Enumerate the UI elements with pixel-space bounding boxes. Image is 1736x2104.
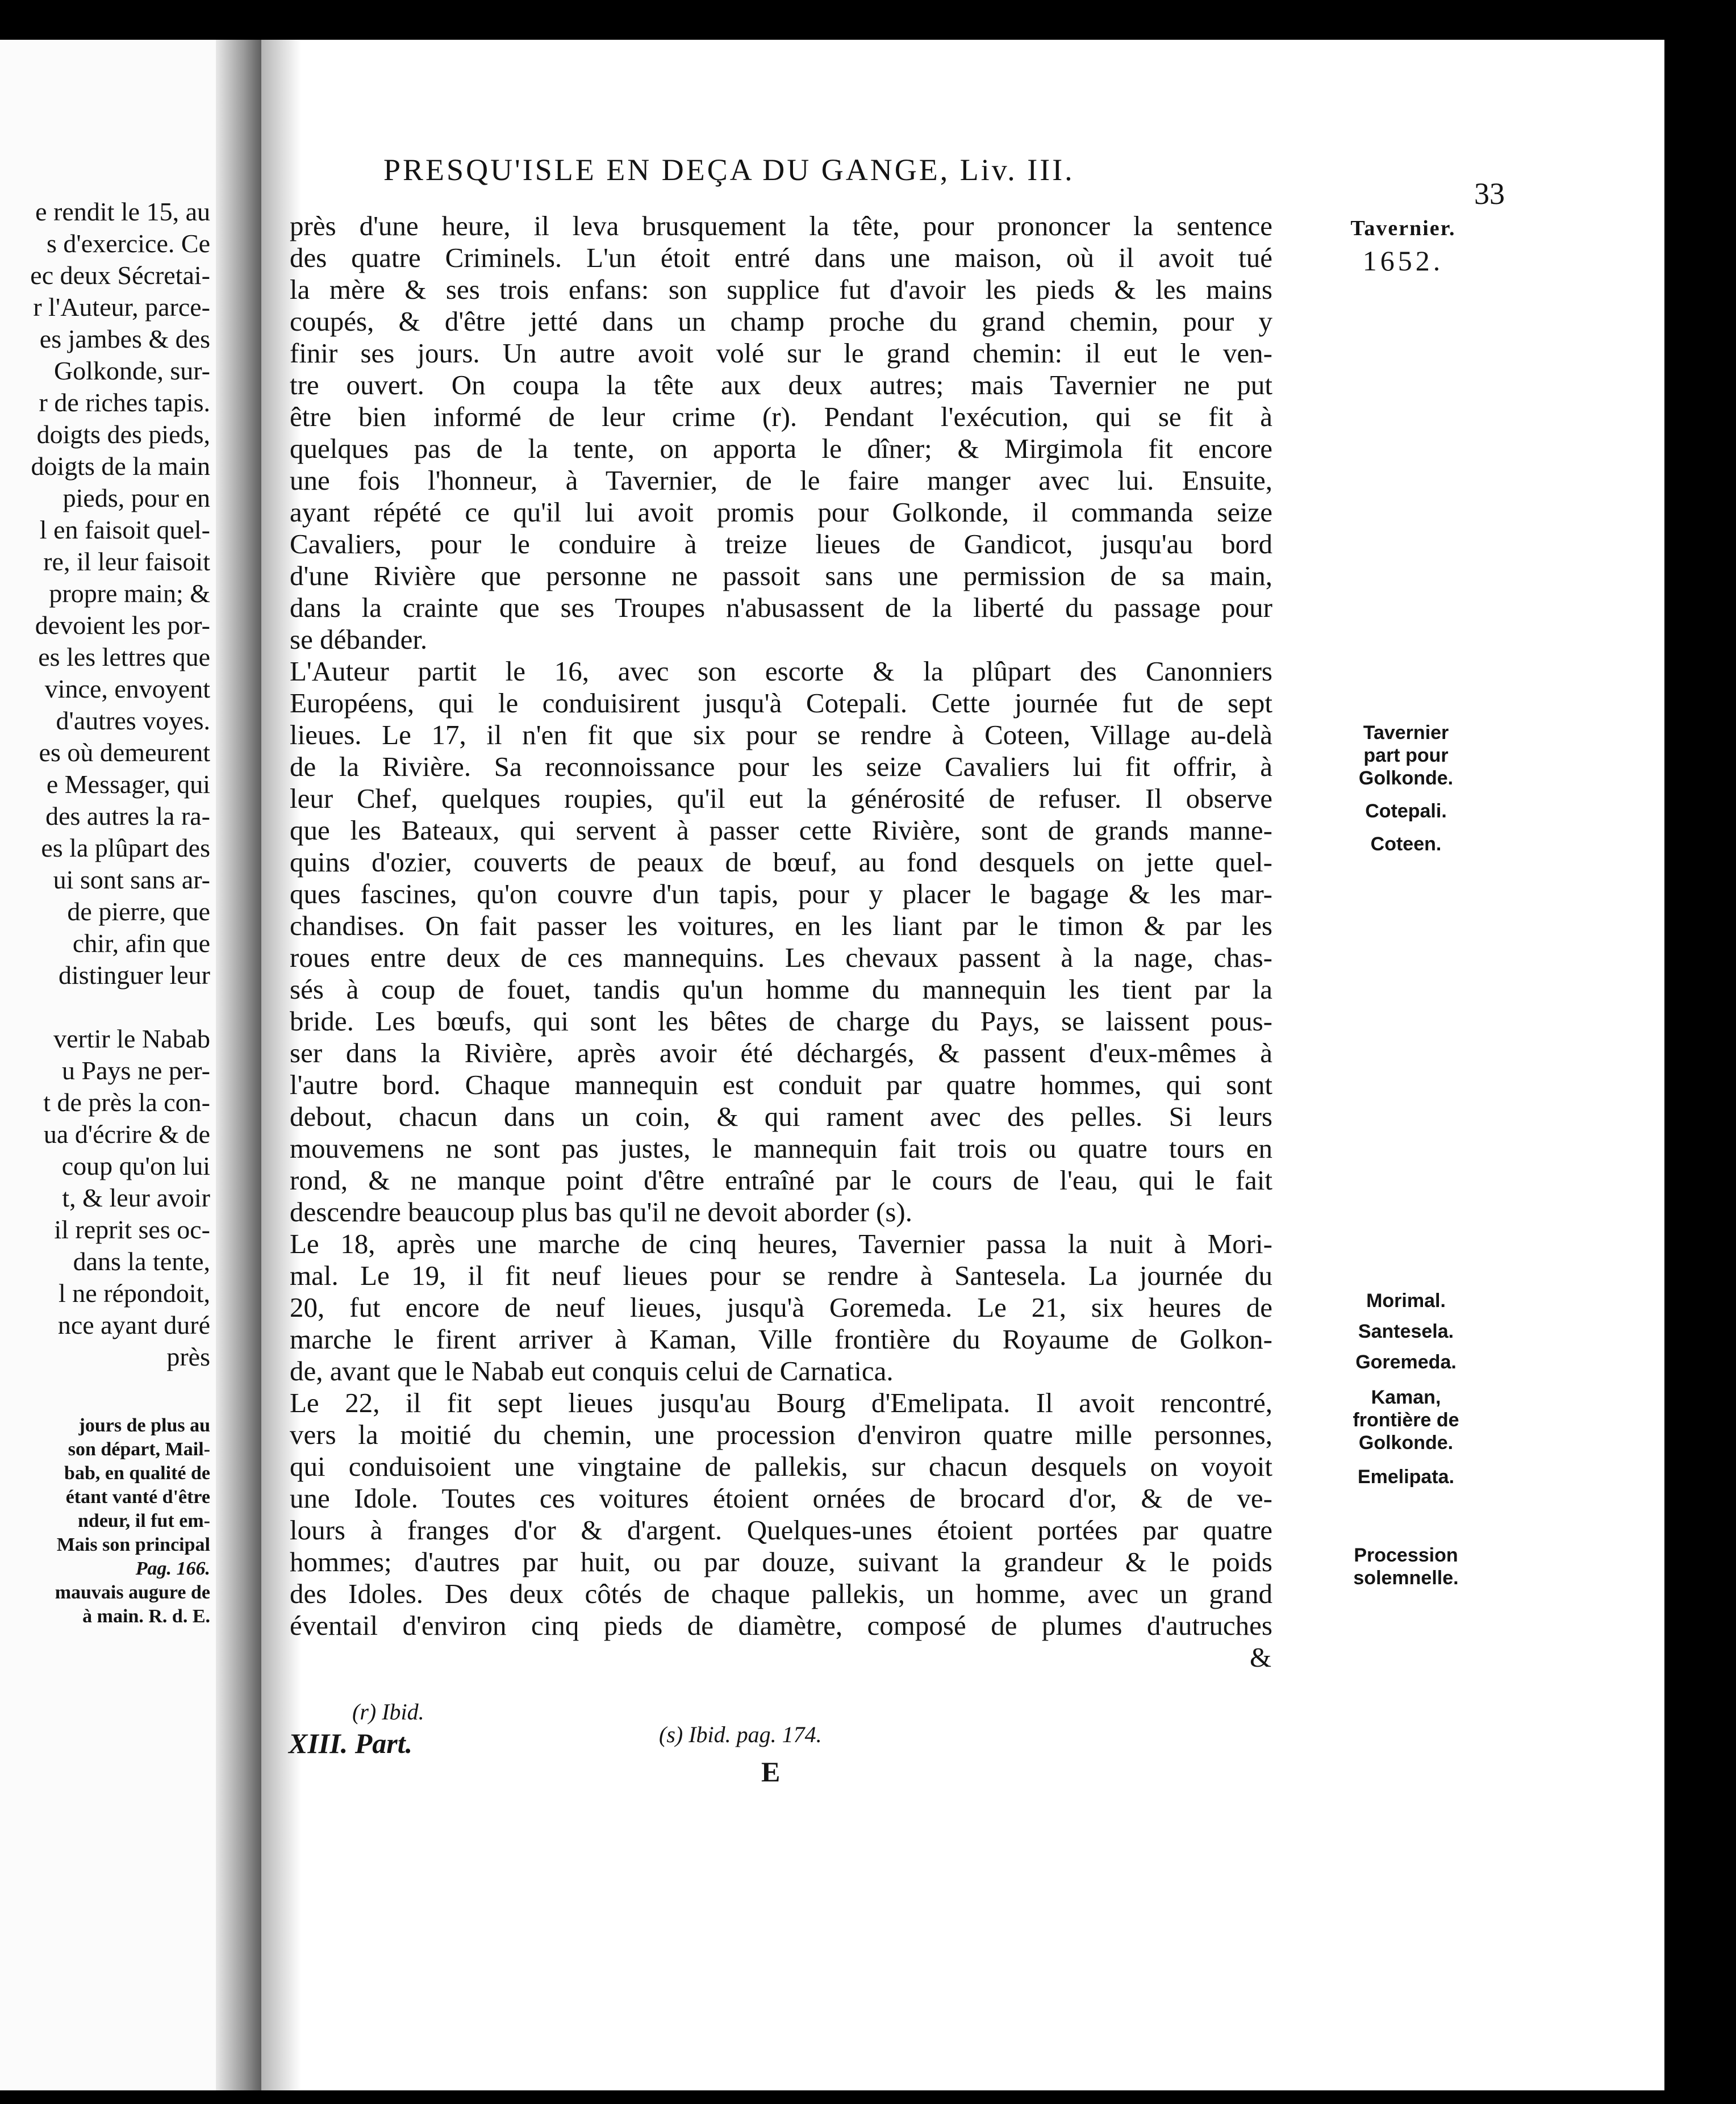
page-number: 33 (1474, 177, 1505, 211)
body-line: debout, chacun dans un coin, & qui rament avec des pelles. Si leurs (290, 1101, 1272, 1132)
left-page-line: devoient les por- (35, 611, 210, 640)
margin-note-year: 1652. (1362, 245, 1444, 277)
left-page-note-line: Mais son principal (56, 1534, 210, 1555)
left-page-note-line: Pag. 166. (135, 1558, 210, 1579)
body-line: chandises. On fait passer les voitures, en les liant par le timon & par les (290, 910, 1272, 941)
left-page-line: re, il leur faisoit (43, 547, 210, 576)
body-line: L'Auteur partit le 16, avec son escorte & la plûpart des Canonniers (290, 656, 1272, 687)
margin-note-coteen: Coteen. (1370, 833, 1442, 855)
body-line: ques fascines, qu'on couvre d'un tapis, pour y placer le bagage & les mar- (290, 878, 1272, 909)
body-line: Européens, qui le conduisirent jusqu'à Cotepali. Cette journée fut de sept (290, 687, 1272, 719)
left-page-line: s d'exercice. Ce (47, 229, 210, 258)
left-page-line: e Messager, qui (46, 770, 210, 799)
left-page-line: coup qu'on lui (61, 1151, 210, 1180)
body-line: marche le firent arriver à Kaman, Ville frontière du Royaume de Golkon- (290, 1324, 1272, 1355)
body-line: quins d'ozier, couverts de peaux de bœuf, au fond desquels on jette quel- (290, 846, 1272, 878)
left-page-line: d'autres voyes. (56, 706, 210, 735)
margin-note-procession: Procession (1354, 1544, 1458, 1566)
running-head: PRESQU'ISLE EN DEÇA DU GANGE, Liv. III. (383, 153, 1075, 187)
body-line: une Idole. Toutes ces voitures étoient ornées de brocard d'or, & de ve- (290, 1483, 1272, 1514)
left-page-line: des autres la ra- (45, 801, 210, 830)
body-line: coupés, & d'être jetté dans un champ proche du grand chemin, pour y (290, 306, 1272, 337)
body-line: être bien informé de leur crime (r). Pendant l'exécution, qui se fit à (290, 401, 1272, 432)
body-line: d'une Rivière que personne ne passoit sans une permission de sa main, (290, 560, 1272, 591)
left-page-note-line: à main. R. d. E. (82, 1606, 210, 1627)
body-line: lours à franges d'or & d'argent. Quelques-unes étoient portées par quatre (290, 1514, 1272, 1546)
left-page-line: pieds, pour en (62, 483, 210, 512)
left-page-note-line: son départ, Mail- (68, 1439, 210, 1460)
margin-note-goremeda: Goremeda. (1355, 1351, 1457, 1373)
body-line: quelques pas de la tente, on apporta le dîner; & Mirgimola fit encore (290, 433, 1272, 464)
margin-note-morimal: Morimal. (1366, 1290, 1446, 1312)
left-page-line: r de riches tapis. (39, 388, 210, 417)
body-line: rond, & ne manque point d'être entraîné par le cours de l'eau, qui le fait (290, 1164, 1272, 1196)
body-line: vers la moitié du chemin, une procession d'environ quatre mille personnes, (290, 1419, 1272, 1450)
left-page-line: chir, afin que (72, 929, 210, 958)
footnote-s: (s) Ibid. pag. 174. (659, 1722, 822, 1747)
body-line: hommes; d'autres par huit, ou par douze, suivant la grandeur & le poids (290, 1546, 1272, 1577)
margin-note-departure: part pour (1363, 745, 1449, 766)
left-page (0, 40, 250, 2090)
body-line: ser dans la Rivière, après avoir été déchargés, & passent d'eux-mêmes à (290, 1037, 1272, 1068)
left-page-line: u Pays ne per- (62, 1056, 210, 1085)
body-line: Le 22, il fit sept lieues jusqu'au Bourg d'Emelipata. Il avoit rencontré, (290, 1387, 1272, 1418)
left-page-line: t de près la con- (43, 1088, 210, 1117)
left-page-line: de pierre, que (67, 897, 210, 926)
main-page (261, 40, 1664, 2090)
left-page-note-line: ndeur, il fut em- (78, 1510, 210, 1531)
body-line: 20, fut encore de neuf lieues, jusqu'à Goremeda. Le 21, six heures de (290, 1292, 1272, 1323)
body-line: roues entre deux de ces mannequins. Les chevaux passent à la nage, chas- (290, 942, 1272, 973)
margin-note-kaman: frontière de (1353, 1409, 1459, 1431)
margin-note-author: Tavernier. (1350, 216, 1456, 240)
left-page-line: es jambes & des (39, 324, 210, 353)
left-page-note-line: étant vanté d'être (65, 1487, 210, 1508)
body-line: des quatre Criminels. L'un étoit entré dans une maison, où il avoit tué (290, 242, 1272, 273)
left-page-line: il reprit ses oc- (54, 1215, 210, 1244)
left-page-line: propre main; & (49, 579, 210, 608)
body-line: ayant répété ce qu'il lui avoit promis pour Golkonde, il commanda seize (290, 496, 1272, 528)
left-page-line: ec deux Sécretai- (30, 261, 210, 290)
margin-note-cotepali: Cotepali. (1365, 800, 1447, 822)
margin-note-santesela: Santesela. (1358, 1321, 1454, 1342)
body-line: une fois l'honneur, à Tavernier, de le faire manger avec lui. Ensuite, (290, 465, 1272, 496)
left-page-line: dans la tente, (73, 1247, 210, 1276)
left-page-line: e rendit le 15, au (35, 197, 210, 226)
margin-note-kaman: Golkonde. (1358, 1432, 1454, 1454)
left-page-line: es les lettres que (38, 642, 210, 671)
body-line: bride. Les bœufs, qui sont les bêtes de charge du Pays, se laissent pous- (290, 1005, 1272, 1037)
body-line: près d'une heure, il leva brusquement la tête, pour prononcer la sentence (290, 210, 1272, 241)
left-page-note-line: bab, en qualité de (64, 1463, 210, 1484)
left-page-line: es la plûpart des (41, 833, 210, 862)
left-page-line: l ne répondoit, (59, 1279, 210, 1308)
left-page-line: t, & leur avoir (62, 1183, 210, 1212)
margin-note-kaman: Kaman, (1371, 1387, 1441, 1408)
body-line: lieues. Le 17, il n'en fit que six pour se rendre à Coteen, Village au-delà (290, 719, 1272, 750)
margin-note-departure: Tavernier (1363, 722, 1449, 744)
body-line: Le 18, après une marche de cinq heures, Tavernier passa la nuit à Mori- (290, 1228, 1272, 1259)
page-edge (1667, 40, 1675, 2090)
left-page-line: nce ayant duré (57, 1310, 210, 1339)
left-page-note-line: jours de plus au (78, 1415, 210, 1436)
body-line: sés à coup de fouet, tandis qu'un homme du mannequin les tient par la (290, 974, 1272, 1005)
left-page-line: l en faisoit quel- (39, 515, 210, 544)
body-line: mal. Le 19, il fit neuf lieues pour se rendre à Santesela. La journée du (290, 1260, 1272, 1291)
left-page-line: vince, envoyent (44, 674, 210, 703)
margin-note-departure: Golkonde. (1358, 767, 1454, 789)
body-line: des Idoles. Des deux côtés de chaque pallekis, un homme, avec un grand (290, 1578, 1272, 1609)
body-line: dans la crainte que ses Troupes n'abusassent de la liberté du passage pour (290, 592, 1272, 623)
left-page-line: r l'Auteur, parce- (33, 293, 210, 322)
margin-note-procession: solemnelle. (1353, 1567, 1459, 1589)
left-page-line: doigts de la main (31, 452, 210, 481)
body-line: de, avant que le Nabab eut conquis celui de Carnatica. (290, 1355, 894, 1387)
body-line: descendre beaucoup plus bas qu'il ne devoit aborder (s). (290, 1196, 912, 1228)
body-line: l'autre bord. Chaque mannequin est conduit par quatre hommes, qui sont (290, 1069, 1272, 1100)
body-line: tre ouvert. On coupa la tête aux deux autres; mais Tavernier ne put (290, 369, 1272, 400)
left-page-note-line: mauvais augure de (55, 1582, 210, 1603)
left-page-line: vertir le Nabab (53, 1024, 210, 1053)
left-page-line: distinguer leur (59, 961, 210, 990)
left-page-line: es où demeurent (39, 738, 210, 767)
body-line: de la Rivière. Sa reconnoissance pour les seize Cavaliers lui fit offrir, à (290, 751, 1272, 782)
signature-part: XIII. Part. (289, 1727, 413, 1759)
left-page-line: ui sont sans ar- (53, 865, 210, 894)
margin-note-emelipata: Emelipata. (1357, 1466, 1455, 1488)
left-page-line: près (166, 1342, 210, 1371)
left-page-line: doigts des pieds, (36, 420, 210, 449)
body-line: la mère & ses trois enfans: son supplice fut d'avoir les pieds & les mains (290, 274, 1272, 305)
footnote-r: (r) Ibid. (352, 1699, 424, 1725)
body-line: finir ses jours. Un autre avoit volé sur le grand chemin: il eut le ven- (290, 337, 1272, 369)
body-line: se débander. (290, 624, 428, 655)
body-line: Cavaliers, pour le conduire à treize lieues de Gandicot, jusqu'au bord (290, 528, 1272, 560)
body-line: éventail d'environ cinq pieds de diamètre, composé de plumes d'autruches (290, 1610, 1272, 1641)
signature-letter: E (761, 1756, 781, 1788)
body-line: & (1250, 1642, 1272, 1673)
body-line: qui conduisoient une vingtaine de pallekis, sur chacun desquels on voyoit (290, 1451, 1272, 1482)
body-line: leur Chef, quelques roupies, qu'il eut la générosité de refuser. Il observe (290, 783, 1272, 814)
left-page-line: ua d'écrire & de (43, 1120, 210, 1149)
body-line: que les Bateaux, qui servent à passer cette Rivière, sont de grands manne- (290, 815, 1272, 846)
left-page-line: Golkonde, sur- (53, 356, 210, 385)
body-line: mouvemens ne sont pas justes, le mannequin fait trois ou quatre tours en (290, 1133, 1272, 1164)
